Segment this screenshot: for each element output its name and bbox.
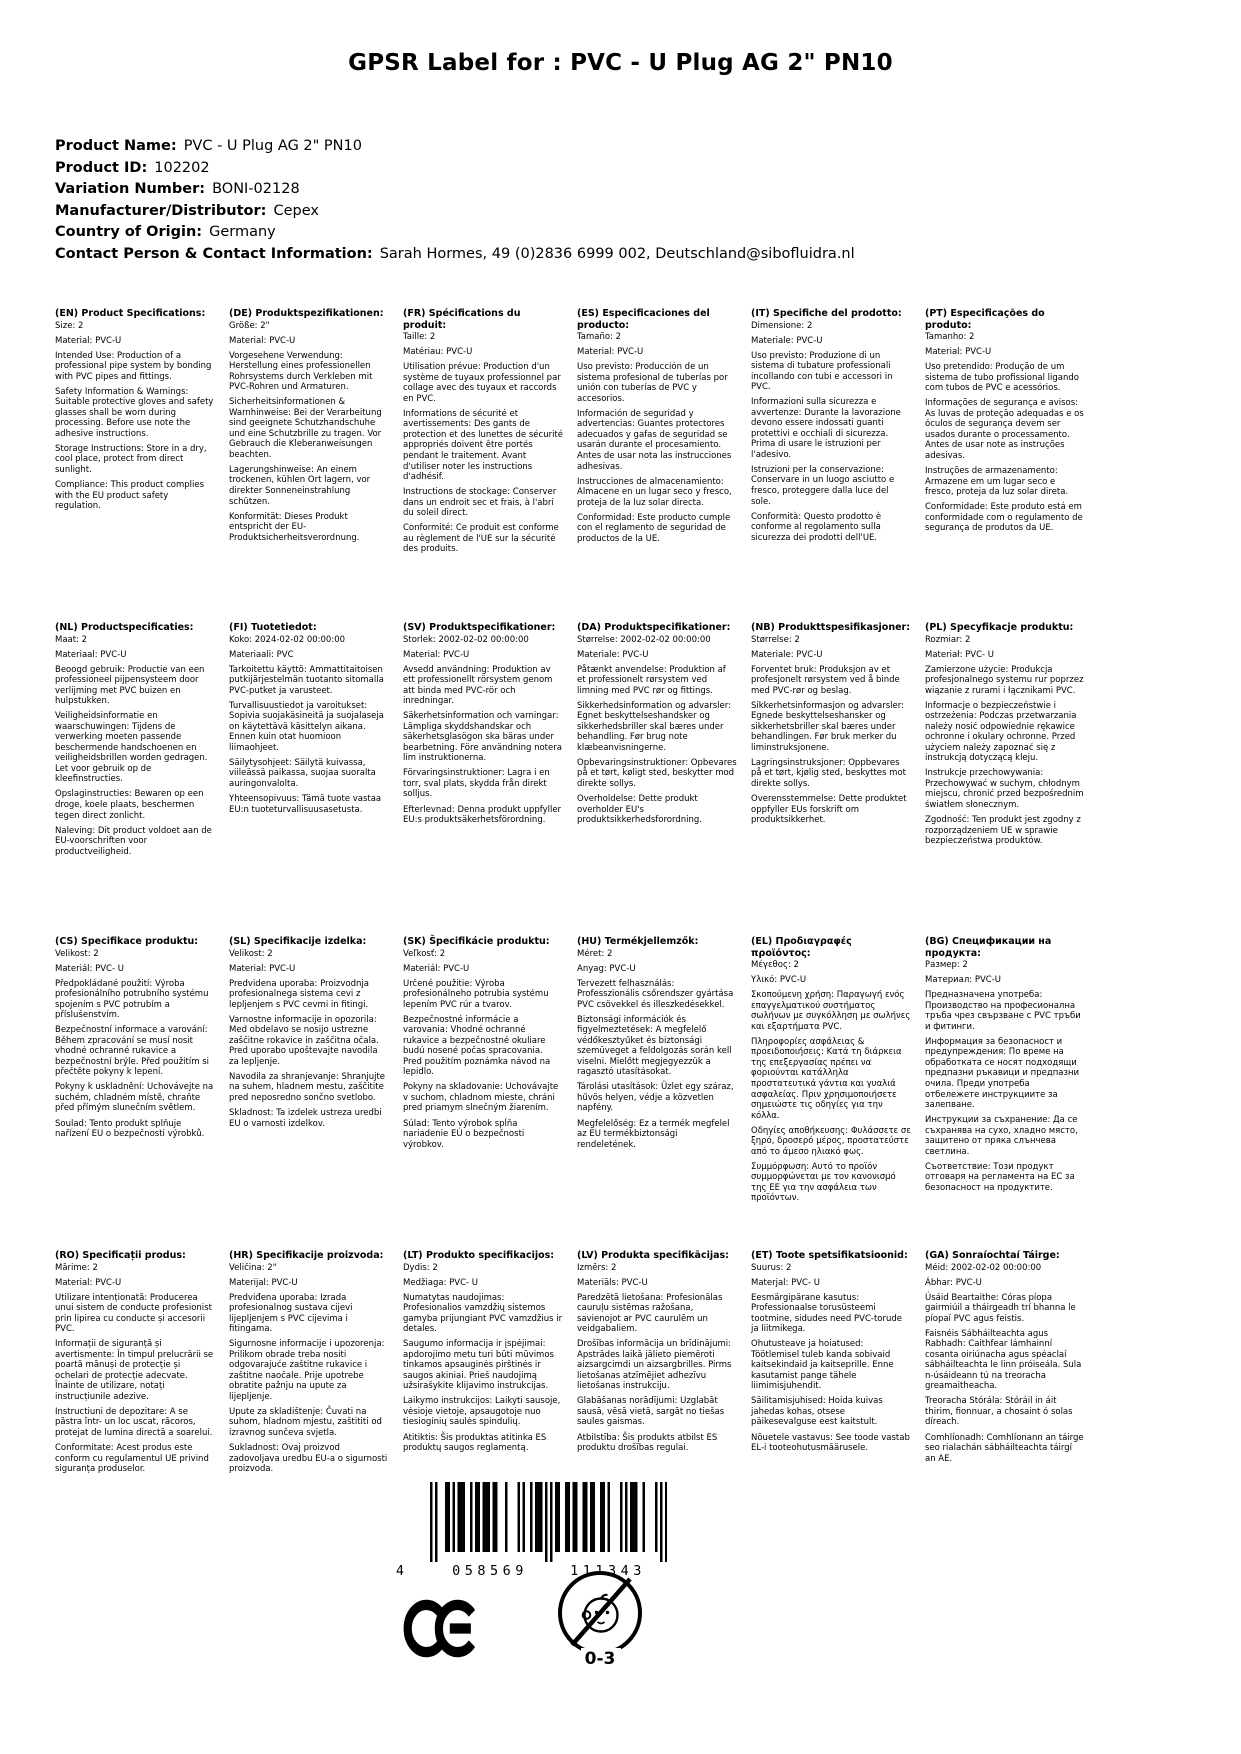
- spec-paragraph: Izmērs: 2: [577, 1262, 617, 1273]
- product-info-value: 102202: [154, 159, 210, 176]
- age-warning-0-3-icon: [552, 1568, 648, 1670]
- spec-paragraph: Storage Instructions: Store in a dry, cool place, protect from direct sunlight.: [55, 443, 207, 475]
- spec-paragraph: Ábhar: PVC-U: [925, 1277, 982, 1288]
- spec-paragraph: Materiale: PVC-U: [751, 649, 823, 660]
- spec-paragraph: Comhlíonadh: Comhlíonann an táirge seo rialachán sábháilteachta táirgí an AE.: [925, 1432, 1084, 1464]
- language-spec-heading: (SK) Špecifikácie produktu:: [403, 936, 550, 947]
- spec-paragraph: Nõuetele vastavus: See toode vastab EL-i tooteohutusmäärusele.: [751, 1432, 910, 1454]
- spec-paragraph: Материал: PVC-U: [925, 975, 1002, 986]
- spec-paragraph: Ohutusteave ja hoiatused: Töötlemisel tuleb kanda sobivaid kaitsekindaid ja kaitseprille. Enne kasutamist pange tähele liimimisjuhendit.: [751, 1339, 894, 1392]
- product-info-row: [55, 136, 855, 158]
- spec-paragraph: Intended Use: Production of a professional pipe system by bonding with PVC pipes and fittings.: [55, 350, 212, 382]
- spec-paragraph: Predvidena uporaba: Proizvodnja profesionalnega sistema cevi z lepljenjem s PVC cevmi in fitingi.: [229, 978, 369, 1010]
- spec-paragraph: Utilisation prévue: Production d'un système de tuyaux professionnel par collage avec des tuyaux et raccords en PVC.: [403, 362, 561, 404]
- spec-paragraph: Informații de siguranță și avertismente: În timpul prelucrării se poartă mănuși de protecție și ochelari de protecție adecvate. Înainte de utilizare, notați instrucțiunile adezive.: [55, 1339, 214, 1402]
- spec-paragraph: Lagerungshinweise: An einem trockenen, kühlen Ort lagern, vor direkter Sonneneinstrahlung schützen.: [229, 464, 371, 507]
- language-spec-heading: (RO) Specificații produs:: [55, 1250, 186, 1261]
- spec-paragraph: Conformité: Ce produit est conforme au règlement de l'UE sur la sécurité des produits.: [403, 523, 559, 555]
- spec-paragraph: Material: PVC-U: [229, 335, 296, 346]
- language-spec-block: [751, 308, 911, 622]
- language-spec-block: [925, 1250, 1085, 1564]
- spec-paragraph: Size: 2: [55, 320, 84, 331]
- product-info: [55, 136, 855, 265]
- spec-paragraph: Materiaali: PVC: [229, 649, 294, 660]
- spec-paragraph: Förvaringsinstruktioner: Lagra i en torr, sval plats, skydda från direkt solljus.: [403, 768, 550, 800]
- language-spec-block: [55, 622, 215, 936]
- spec-paragraph: Påtænkt anvendelse: Produktion af et professionelt rørsystem ved limning med PVC rør og fittings.: [577, 664, 726, 696]
- spec-paragraph: Opslaginstructies: Bewaren op een droge, koele plaats, beschermen tegen direct zonlicht.: [55, 789, 204, 821]
- spec-paragraph: Určené použitie: Výroba profesionálneho potrubia systému lepením PVC rúr a tvarov.: [403, 978, 549, 1010]
- spec-paragraph: Material: PVC-U: [577, 347, 644, 358]
- spec-paragraph: Storlek: 2002-02-02 00:00:00: [403, 634, 529, 645]
- spec-paragraph: Faisnéis Sábháilteachta agus Rabhadh: Caithfear lámhainní cosanta oiriúnacha agus spéaclaí sábháilteachta le linn próiseála. Sula n-úsáideann tú na treoracha greamaitheacha.: [925, 1328, 1082, 1392]
- spec-paragraph: Uso pretendido: Produção de um sistema de tubo profissional ligando com tubos de PVC e acessórios.: [925, 362, 1079, 394]
- language-spec-block: [403, 308, 563, 622]
- language-spec-heading: (SL) Specifikacije izdelka:: [229, 936, 367, 947]
- spec-paragraph: Forventet bruk: Produksjon av et profesjonelt rørsystem ved å binde med PVC-rør og beslag.: [751, 664, 900, 696]
- spec-paragraph: Compliance: This product complies with the EU product safety regulation.: [55, 479, 204, 512]
- spec-paragraph: Tárolási utasítások: Üzlet egy száraz, hűvös helyen, védje a közvetlen napfény.: [577, 1082, 734, 1114]
- spec-paragraph: Sikkerhetsinformasjon og advarsler: Egnede beskyttelseshansker og sikkerhetsbriller skal bæres under behandlingen. Før bruk merker du liminstruksjonene.: [751, 700, 904, 753]
- spec-paragraph: Zgodność: Ten produkt jest zgodny z rozporządzeniem UE w sprawie bezpieczeństwa produktów.: [925, 815, 1081, 847]
- language-spec-heading: (NL) Productspecificaties:: [55, 622, 194, 633]
- spec-paragraph: Sikkerhedsinformation og advarsler: Egnet beskyttelseshandsker og sikkerhedsbriller skal bæres under behandling. Før brug note klæbeanvisningerne.: [577, 700, 731, 753]
- spec-paragraph: Instructiuni de depozitare: A se păstra într- un loc uscat, răcoros, protejat de lumina directă a soarelui.: [55, 1406, 213, 1439]
- spec-paragraph: Vorgesehene Verwendung: Herstellung eines professionellen Rohrsystems durch Verkleben mit PVC-Rohren und Armaturen.: [229, 350, 373, 393]
- language-spec-block: [577, 622, 737, 936]
- spec-paragraph: Megfelelőség: Ez a termék megfelel az EU termékbiztonsági rendeletének.: [577, 1118, 730, 1150]
- spec-paragraph: Material: PVC-U: [55, 1277, 122, 1288]
- language-spec-block: [55, 308, 215, 622]
- spec-paragraph: Съответствие: Този продукт отговаря на регламента на ЕС за безопасност на продуктите.: [925, 1161, 1075, 1193]
- spec-paragraph: Rozmiar: 2: [925, 634, 971, 645]
- spec-paragraph: Zamierzone użycie: Produkcja profesjonalnego systemu rur poprzez wiązanie z rurami i łącznikami PVC.: [925, 664, 1084, 696]
- spec-paragraph: Conformitate: Acest produs este conform cu regulamentul UE privind siguranța produselor.: [55, 1443, 209, 1475]
- product-info-value: Cepex: [273, 202, 319, 219]
- spec-paragraph: Skladnost: Ta izdelek ustreza uredbi EU o varnosti izdelkov.: [229, 1107, 382, 1129]
- spec-paragraph: Συμμόρφωση: Αυτό το προϊόν συμμορφώνεται με τον κανονισμό της ΕΕ για την ασφάλεια των προϊόντων.: [751, 1161, 896, 1204]
- spec-paragraph: Instruções de armazenamento: Armazene em um lugar seco e fresco, proteja da luz solar direta.: [925, 466, 1069, 498]
- language-spec-block: [751, 622, 911, 936]
- language-spec-heading: (FR) Spécifications du produit:: [403, 308, 521, 331]
- spec-paragraph: Bezpečnostní informace a varování: Během zpracování se musí nosit vhodné ochranné rukavice a bezpečnostní brýle. Před použitím si přečtěte pokyny k lepení.: [55, 1025, 209, 1078]
- language-spec-heading: (FI) Tuotetiedot:: [229, 622, 317, 633]
- language-spec-heading: (HR) Specifikacije proizvoda:: [229, 1250, 384, 1261]
- spec-paragraph: Säkerhetsinformation och varningar: Lämpliga skyddshandskar och säkerhetsglasögon ska bäras under bearbetning. Före användning notera lim instruktionerna.: [403, 711, 562, 764]
- product-info-row: [55, 201, 855, 223]
- spec-paragraph: Размер: 2: [925, 960, 968, 971]
- spec-paragraph: Σκοπούμενη χρήση: Παραγωγή ενός επαγγελματικού συστήματος σωλήνων με συγκόλληση με σωλήνες και εξαρτήματα PVC.: [751, 990, 911, 1032]
- spec-paragraph: Uso previsto: Produzione di un sistema di tubature professionali incollando con tubi e accessori in PVC.: [751, 350, 893, 393]
- language-spec-heading: (LV) Produkta specifikācijas:: [577, 1250, 729, 1261]
- spec-paragraph: Informacje o bezpieczeństwie i ostrzeżenia: Podczas przetwarzania należy nosić odpowiednie rękawice ochronne i okulary ochronne. Przed użyciem należy zapoznać się z instrukcją dotyczącą kleju.: [925, 700, 1077, 764]
- spec-paragraph: Предназначена употреба: Производство на професионална тръба чрез свързване с PVC тръби и фитинги.: [925, 990, 1081, 1032]
- spec-paragraph: Utilizare intenționată: Producerea unui sistem de conducte profesionist prin lipirea cu conducte și accesorii PVC.: [55, 1292, 212, 1335]
- spec-paragraph: Sicherheitsinformationen & Warnhinweise: Bei der Verarbeitung sind geeignete Schutzhandschuhe und eine Schutzbrille zu tragen. Vor Gebrauch die Kleberanweisungen beachten.: [229, 397, 382, 460]
- spec-paragraph: Bezpečnostné informácie a varovania: Vhodné ochranné rukavice a bezpečnostné okuliare budú nosené počas spracovania. Pred použitím poznámka návod na lepidlo.: [403, 1014, 551, 1078]
- spec-paragraph: Avsedd användning: Produktion av ett professionellt rörsystem genom att binda med PVC-rör och inredningar.: [403, 664, 553, 707]
- language-spec-heading: (EN) Product Specifications:: [55, 308, 206, 319]
- language-spec-heading: (EL) Προδιαγραφές προϊόντος:: [751, 936, 852, 959]
- spec-paragraph: Οδηγίες αποθήκευσης: Φυλάσσετε σε ξηρό, δροσερό μέρος, προστατεύστε από το άμεσο ηλιακό φως.: [751, 1125, 911, 1157]
- language-spec-heading: (HU) Termékjellemzők:: [577, 936, 699, 947]
- spec-paragraph: Eesmärgipärane kasutus: Professionaalse torusüsteemi tootmine, sidudes need PVC-torude ja liitmikega.: [751, 1292, 902, 1335]
- language-spec-heading: (LT) Produkto specifikacijos:: [403, 1250, 555, 1261]
- language-spec-heading: (IT) Specifiche del prodotto:: [751, 308, 902, 319]
- spec-paragraph: Instructions de stockage: Conserver dans un endroit sec et frais, à l'abri du soleil direct.: [403, 487, 557, 519]
- spec-paragraph: Størrelse: 2: [751, 634, 800, 645]
- spec-paragraph: Veľkosť: 2: [403, 948, 446, 959]
- spec-paragraph: Mărime: 2: [55, 1262, 98, 1273]
- spec-paragraph: Informações de segurança e avisos: As luvas de proteção adequadas e os óculos de segurança devem ser usados durante o processamento. Antes de usar note as instruções adesivas.: [925, 398, 1084, 461]
- spec-paragraph: Velikost: 2: [55, 948, 99, 959]
- spec-paragraph: Yhteensopivuus: Tämä tuote vastaa EU:n tuoteturvallisuusasetusta.: [229, 793, 382, 815]
- language-spec-block: [229, 1250, 389, 1564]
- language-spec-heading: (NB) Produkttspesifikasjoner:: [751, 622, 911, 633]
- spec-paragraph: Naleving: Dit product voldoet aan de EU-voorschriften voor productveiligheid.: [55, 825, 212, 857]
- language-spec-heading: (SV) Produktspecifikationer:: [403, 622, 556, 633]
- spec-paragraph: Material: PVC-U: [925, 347, 992, 358]
- spec-paragraph: Tamaño: 2: [577, 332, 622, 343]
- barcode-digit-lead: 4: [395, 1563, 405, 1578]
- spec-paragraph: Upute za skladištenje: Čuvati na suhom, hladnom mjestu, zaštititi od izravnog sunčeva svjetla.: [229, 1406, 382, 1439]
- spec-paragraph: Tamanho: 2: [925, 332, 975, 343]
- spec-paragraph: Veličina: 2": [229, 1262, 277, 1273]
- product-info-value: Germany: [209, 224, 276, 240]
- product-info-label: Product Name:: [55, 138, 177, 154]
- spec-paragraph: Varnostne informacije in opozorila: Med obdelavo se nosijo ustrezne zaščitne rokavice in zaščitna očala. Pred uporabo upoštevajte navodila za lepljenje.: [229, 1014, 379, 1067]
- spec-paragraph: Material: PVC-U: [55, 335, 122, 346]
- spec-paragraph: Turvallisuustiedot ja varoitukset: Sopivia suojakäsineitä ja suojalaseja on käytettävä käsittelyn aikana. Ennen kuin otat huomioon liimaohjeet.: [229, 700, 384, 753]
- spec-paragraph: Předpokládané použití: Výroba profesionálního potrubního systému spojením s PVC potrubím a příslušenstvím.: [55, 978, 209, 1021]
- spec-paragraph: Инструкции за съхранение: Да се съхранява на сухо, хладно място, защитено от пряка слънчева светлина.: [925, 1115, 1078, 1157]
- product-info-label: Product ID:: [55, 159, 148, 176]
- spec-paragraph: Velikost: 2: [229, 948, 273, 959]
- language-spec-block: [925, 308, 1085, 622]
- language-spec-block: [403, 622, 563, 936]
- product-info-label: Country of Origin:: [55, 224, 203, 240]
- product-info-row: [55, 222, 855, 244]
- spec-paragraph: Materiale: PVC-U: [751, 335, 823, 346]
- language-spec-heading: (PL) Specyfikacje produktu:: [925, 622, 1074, 633]
- spec-paragraph: Materijal: PVC-U: [229, 1277, 298, 1288]
- spec-paragraph: Atitiktis: Šis produktas atitinka ES produktų saugos reglamentą.: [403, 1432, 547, 1454]
- ce-mark-icon: [403, 1597, 481, 1660]
- spec-paragraph: Sigurnosne informacije i upozorenja: Prilikom obrade treba nositi odgovarajuće zaštitne rukavice i zaštitne naočale. Prije upotrebe obratite pažnju na upute za lijepljenje.: [229, 1339, 385, 1402]
- spec-paragraph: Safety Information & Warnings: Suitable protective gloves and safety glasses shall be worn during processing. Before use note the adhesive instructions.: [55, 386, 214, 439]
- spec-paragraph: Predviđena uporaba: Izrada profesionalnog sustava cijevi lijepljenjem s PVC cijevima i fitingama.: [229, 1292, 353, 1335]
- product-info-label: Contact Person & Contact Information:: [55, 245, 373, 262]
- language-spec-block: [751, 1250, 911, 1564]
- spec-paragraph: Overensstemmelse: Dette produktet oppfyller EUs forskrift om produktsikkerhet.: [751, 793, 907, 826]
- language-spec-block: [577, 936, 737, 1250]
- spec-paragraph: Μέγεθος: 2: [751, 960, 799, 971]
- age-warning-label: 0-3: [584, 1649, 616, 1669]
- spec-paragraph: Instrucciones de almacenamiento: Almacene en un lugar seco y fresco, proteja de la luz solar directa.: [577, 476, 732, 508]
- spec-paragraph: Materjal: PVC- U: [751, 1277, 820, 1288]
- spec-paragraph: Úsáid Beartaithe: Córas píopa gairmiúil a tháirgeadh trí bhanna le píopaí PVC agus feistis.: [925, 1292, 1076, 1324]
- spec-paragraph: Πληροφορίες ασφάλειας & προειδοποιήσεις: Κατά τη διάρκεια της επεξεργασίας πρέπει να φοριούνται κατάλληλα προστατευτικά γάντια και γυαλιά ασφαλείας. Πριν χρησιμοποιήσετε σημειώστε τις οδηγίες για την κόλλα.: [751, 1036, 902, 1121]
- spec-paragraph: Sukladnost: Ovaj proizvod zadovoljava uredbu EU-a o sigurnosti proizvoda.: [229, 1443, 388, 1475]
- language-spec-block: [925, 936, 1085, 1250]
- language-spec-block: [229, 308, 389, 622]
- spec-paragraph: Efterlevnad: Denna produkt uppfyller EU:s produktsäkerhetsförordning.: [403, 804, 562, 826]
- spec-paragraph: Tarkoitettu käyttö: Ammattitaitoisen putkijärjestelmän tuotanto sitomalla PVC-putket ja varusteet.: [229, 664, 384, 696]
- spec-paragraph: Méret: 2: [577, 948, 613, 959]
- spec-paragraph: Conformidad: Este producto cumple con el reglamento de seguridad de productos de la UE.: [577, 512, 731, 544]
- spec-paragraph: Súlad: Tento výrobok spĺňa nariadenie EÚ o bezpečnosti výrobkov.: [403, 1118, 525, 1150]
- spec-paragraph: Säilytysohjeet: Säilytä kuivassa, viileässä paikassa, suojaa suoralta auringonvalolta.: [229, 757, 376, 789]
- product-info-label: Variation Number:: [55, 181, 206, 197]
- spec-paragraph: Información de seguridad y advertencias: Guantes protectores adecuados y gafas de seguridad se usarán durante el procesamiento. Antes de usar nota las instrucciones adhesivas.: [577, 408, 732, 472]
- spec-paragraph: Dydis: 2: [403, 1262, 438, 1273]
- spec-paragraph: Atbilstība: Šis produkts atbilst ES produktu drošības regulai.: [577, 1432, 718, 1454]
- spec-paragraph: Laikymo instrukcijos: Laikyti sausoje, vėsioje vietoje, apsaugotoje nuo tiesioginių saulės spindulių.: [403, 1396, 561, 1428]
- spec-paragraph: Matériau: PVC-U: [403, 347, 473, 358]
- spec-paragraph: Paredzētā lietošana: Profesionālas cauruļu sistēmas ražošana, savienojot ar PVC caurulēm un veidgabaliem.: [577, 1292, 723, 1335]
- spec-paragraph: Informations de sécurité et avertissements: Des gants de protection et des lunettes de sécurité appropriés doivent être portés pendant le traitement. Avant d'utiliser noter les instructions d'adhésif.: [403, 408, 563, 483]
- spec-paragraph: Material: PVC-U: [403, 649, 470, 660]
- spec-paragraph: Beoogd gebruik: Productie van een professioneel pijpensysteem door verlijming met PVC buizen en hulpstukken.: [55, 664, 205, 707]
- spec-paragraph: Materiál: PVC-U: [403, 963, 470, 974]
- language-spec-block: [577, 308, 737, 622]
- spec-paragraph: Navodila za shranjevanje: Shranjujte na suhem, hladnem mestu, zaščitite pred neposredno sončno svetlobo.: [229, 1071, 386, 1103]
- product-info-row: [55, 244, 855, 266]
- spec-paragraph: Materiaal: PVC-U: [55, 649, 127, 660]
- spec-paragraph: Materiāls: PVC-U: [577, 1277, 648, 1288]
- spec-paragraph: Lagringsinstruksjoner: Oppbevares på et tørt, kjølig sted, beskyttes mot direkte sollys.: [751, 757, 906, 789]
- language-spec-block: [751, 936, 911, 1250]
- spec-paragraph: Soulad: Tento produkt splňuje nařízení EU o bezpečnosti výrobků.: [55, 1118, 205, 1140]
- spec-paragraph: Materiał: PVC- U: [925, 649, 995, 660]
- language-spec-block: [55, 1250, 215, 1564]
- language-spec-block: [229, 622, 389, 936]
- spec-paragraph: Méid: 2002-02-02 00:00:00: [925, 1262, 1042, 1273]
- product-info-row: [55, 158, 855, 180]
- ean13-barcode: [390, 1482, 667, 1578]
- spec-paragraph: Saugumo informacija ir įspėjimai: apdorojimo metu turi būti mūvimos tinkamos apsauginės pirštinės ir saugos akiniai. Prieš naudojimą užsirašykite klijavimo instrukcijas.: [403, 1339, 554, 1392]
- spec-paragraph: Treoracha Stórála: Stóráil in áit thirim, fionnuar, a chosaint ó solas díreach.: [925, 1396, 1073, 1428]
- spec-paragraph: Overholdelse: Dette produkt overholder EU's produktsikkerhedsforordning.: [577, 793, 702, 826]
- spec-paragraph: Υλικό: PVC-U: [751, 975, 807, 986]
- product-info-label: Manufacturer/Distributor:: [55, 202, 267, 219]
- spec-paragraph: Materiál: PVC- U: [55, 963, 124, 974]
- spec-paragraph: Информация за безопасност и предупреждения: По време на обработката се носят подходящи предпазни ръкавици и предпазни очила. Преди употреба отбележете инструкциите за залепване.: [925, 1036, 1080, 1111]
- spec-paragraph: Suurus: 2: [751, 1262, 792, 1273]
- language-spec-heading: (PT) Especificações do produto:: [925, 308, 1045, 331]
- spec-paragraph: Uso previsto: Producción de un sistema profesional de tuberías por unión con tuberías de PVC y accesorios.: [577, 362, 728, 404]
- spec-paragraph: Numatytas naudojimas: Profesionalios vamzdžių sistemos gamyba prijungiant PVC vamzdžius ir detales.: [403, 1292, 563, 1335]
- page-title: GPSR Label for : PVC - U Plug AG 2" PN10: [348, 50, 893, 76]
- language-spec-block: [403, 936, 563, 1250]
- product-info-value: Sarah Hormes, 49 (0)2836 6999 002, Deutschland@sibofluidra.nl: [379, 245, 855, 262]
- spec-paragraph: Anyag: PVC-U: [577, 963, 636, 974]
- language-spec-heading: (BG) Спецификации на продукта:: [925, 936, 1052, 959]
- product-info-row: [55, 179, 855, 201]
- product-info-value: PVC - U Plug AG 2" PN10: [183, 138, 362, 154]
- spec-paragraph: Pokyny k uskladnění: Uchovávejte na suchém, chladném místě, chraňte před přímým slunečním světlem.: [55, 1082, 214, 1114]
- spec-paragraph: Größe: 2": [229, 320, 270, 331]
- spec-paragraph: Materiale: PVC-U: [577, 649, 649, 660]
- spec-paragraph: Konformität: Dieses Produkt entspricht der EU-Produktsicherheitsverordnung.: [229, 511, 360, 543]
- spec-paragraph: Opbevaringsinstruktioner: Opbevares på et tørt, køligt sted, beskytter mod direkte sollys.: [577, 757, 737, 789]
- spec-paragraph: Glabāšanas norādījumi: Uzglabāt sausā, vēsā vietā, sargāt no tiešas saules gaismas.: [577, 1396, 725, 1428]
- language-spec-heading: (DE) Produktspezifikationen:: [229, 308, 384, 319]
- spec-paragraph: Koko: 2024-02-02 00:00:00: [229, 634, 346, 645]
- language-spec-heading: (ET) Toote spetsifikatsioonid:: [751, 1250, 908, 1261]
- spec-paragraph: Dimensione: 2: [751, 320, 813, 331]
- spec-paragraph: Istruzioni per la conservazione: Conservare in un luogo asciutto e fresco, proteggere dalla luce del sole.: [751, 464, 895, 507]
- spec-paragraph: Biztonsági információk és figyelmeztetések: A megfelelő védőkesztyűket és biztonsági szemüveget a feldolgozás során kell viselni. Mielőtt megjegyezzük a ragasztó utasításokat.: [577, 1014, 732, 1078]
- barcode-digits-left: 058569: [452, 1563, 528, 1578]
- language-spec-block: [925, 622, 1085, 936]
- spec-paragraph: Drošības informācija un brīdinājumi: Apstrādes laikā jālieto piemēroti aizsargcimdi un aizsargbrilles. Pirms lietošanas atzīmējiet adhezīvu lietošanas instrukciju.: [577, 1339, 732, 1392]
- spec-paragraph: Veiligheidsinformatie en waarschuwingen: Tijdens de verwerking moeten passende beschermende handschoenen en veiligheidsbrillen worden gedragen. Let voor gebruik op de kleefinstructies.: [55, 711, 208, 785]
- barcode-bars: [430, 1482, 667, 1562]
- spec-paragraph: Säilitamisjuhised: Hoida kuivas jahedas kohas, otsese päikesevalguse eest kaitstult.: [751, 1396, 883, 1428]
- spec-paragraph: Størrelse: 2002-02-02 00:00:00: [577, 634, 711, 645]
- product-info-value: BONI-02128: [212, 181, 300, 197]
- language-grid: [55, 308, 1085, 1564]
- spec-paragraph: Conformità: Questo prodotto è conforme al regolamento sulla sicurezza dei prodotti dell'UE.: [751, 511, 882, 543]
- spec-paragraph: Material: PVC-U: [229, 963, 296, 974]
- language-spec-heading: (CS) Specifikace produktu:: [55, 936, 199, 947]
- spec-paragraph: Tervezett felhasználás: Professzionális csőrendszer gyártása PVC csövekkel és illeszkedésekkel.: [577, 978, 734, 1010]
- spec-paragraph: Informazioni sulla sicurezza e avvertenze: Durante la lavorazione devono essere indossati guanti protettivi e occhiali di sicurezza. Prima di usare le istruzioni per l'adesivo.: [751, 397, 901, 460]
- language-spec-heading: (GA) Sonraíochtaí Táirge:: [925, 1250, 1060, 1261]
- language-spec-block: [55, 936, 215, 1250]
- language-spec-block: [229, 936, 389, 1250]
- spec-paragraph: Instrukcje przechowywania: Przechowywać w suchym, chłodnym miejscu, chronić przed bezpośrednim światłem słonecznym.: [925, 768, 1084, 811]
- spec-paragraph: Conformidade: Este produto está em conformidade com o regulamento de segurança de produtos da UE.: [925, 502, 1083, 534]
- spec-paragraph: Medžiaga: PVC- U: [403, 1277, 479, 1288]
- barcode-digits-right: 111343: [570, 1563, 646, 1578]
- language-spec-heading: (ES) Especificaciones del producto:: [577, 308, 710, 331]
- spec-paragraph: Taille: 2: [403, 332, 436, 343]
- language-spec-heading: (DA) Produktspecifikationer:: [577, 622, 731, 633]
- spec-paragraph: Maat: 2: [55, 634, 88, 645]
- spec-paragraph: Pokyny na skladovanie: Uchovávajte v suchom, chladnom mieste, chráni pred priamym slnečným žiarením.: [403, 1082, 559, 1114]
